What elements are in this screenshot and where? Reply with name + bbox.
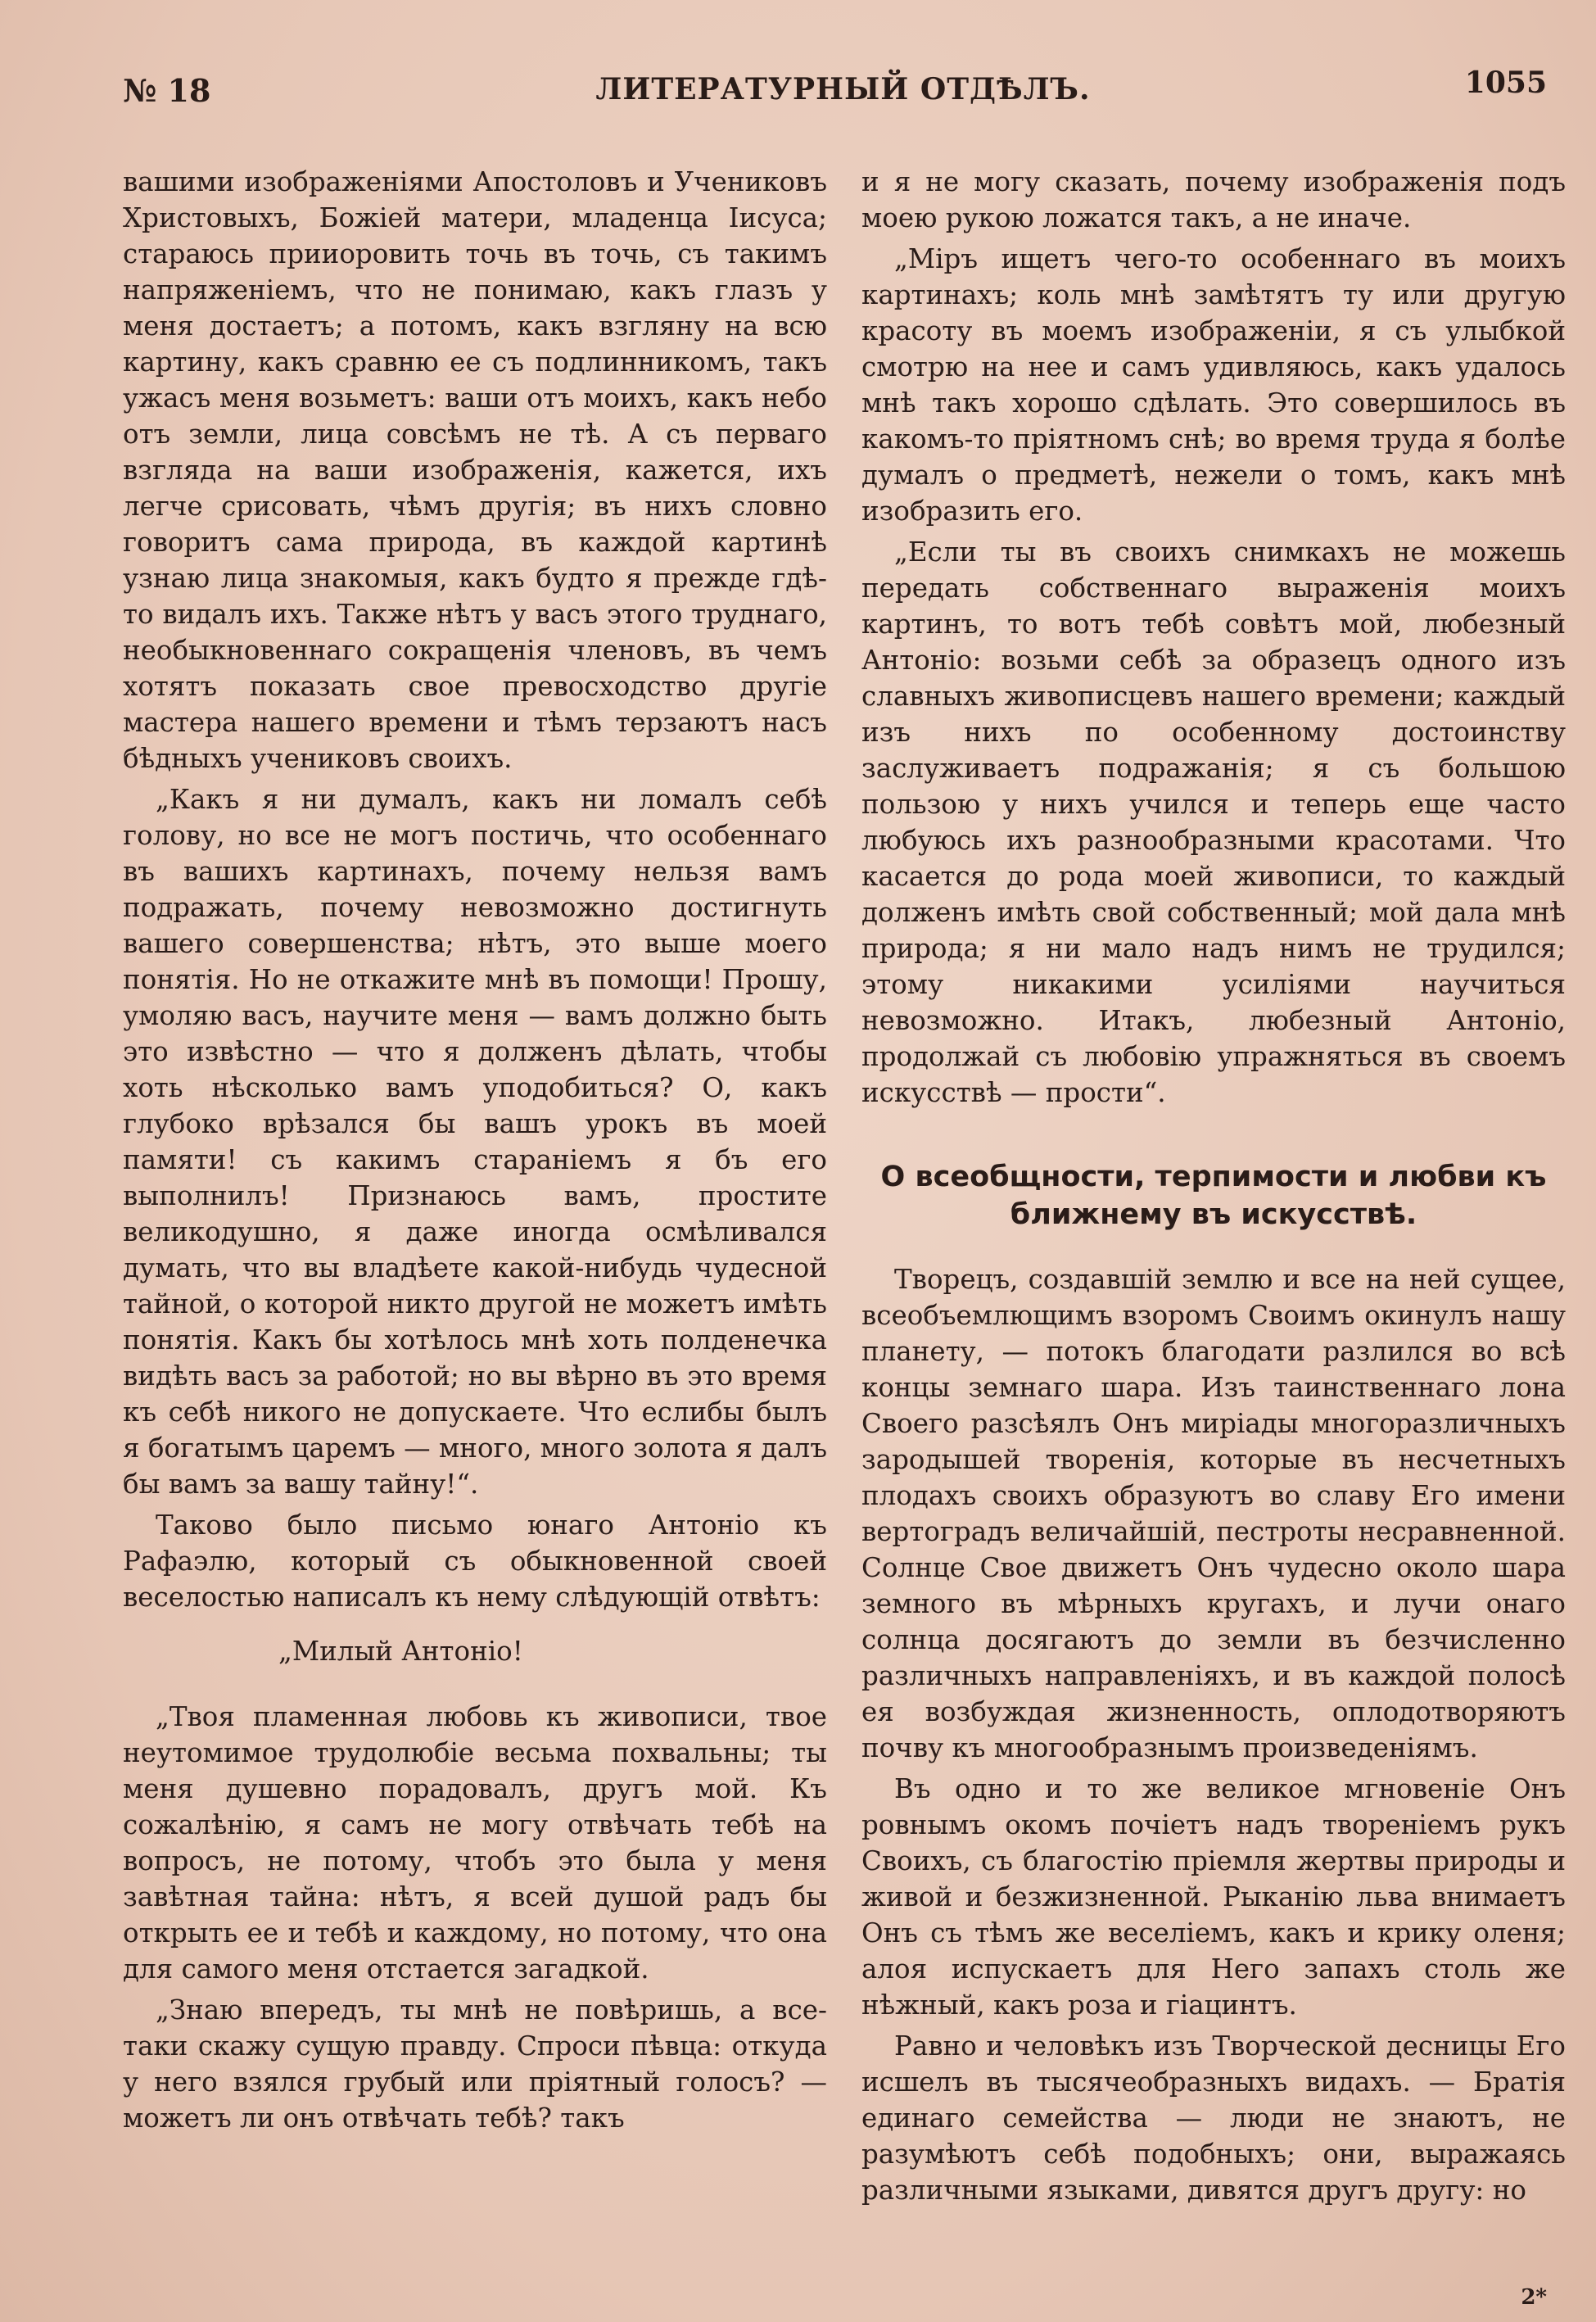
paragraph: „Твоя пламенная любовь къ живописи, твое неутомимое трудолюбіе весьма похвальны; ты меня душевно порадовалъ, другъ мой. Къ сожалѣнію, я самъ не могу отвѣчать тебѣ на вопросъ, не потому, чтобъ это была у меня завѣтная тайна: нѣтъ, я всей душой радъ бы открыть ее и тебѣ и каждому, но потому, что она для самого меня отстается загадкой. [123,1701,827,1985]
paragraph: Таково было письмо юнаго Антоніо къ Рафаэлю, который съ обыкновенной своей веселостью написалъ къ нему слѣдующій отвѣтъ: [123,1510,827,1613]
page-header [123,66,1563,121]
paragraph: „Міръ ищетъ чего-то особеннаго въ моихъ картинахъ; коль мнѣ замѣтятъ ту или другую красоту въ моемъ изображеніи, я съ улыбкой смотрю на нее и самъ удивляюсь, какъ удалось мнѣ такъ хорошо сдѣлать. Это совершилось въ какомъ-то пріятномъ снѣ; во время труда я болѣе думалъ о предметѣ, нежели о томъ, какъ мнѣ изобразить его. [861,243,1566,527]
page-number: 1055 [1464,66,1547,100]
paragraph: Равно и человѣкъ изъ Творческой десницы Его исшелъ въ тысячеобразныхъ видахъ. — Братія единаго семейства — люди не знаютъ, не разумѣютъ себѣ подобныхъ; они, выражаясь различными языками, дивятся другъ другу: но [861,2030,1566,2206]
right-column [861,164,1566,2208]
paragraph: и я не могу сказать, почему изображенія подъ моею рукою ложатся такъ, а не иначе. [861,166,1566,233]
signature-mark: 2* [1521,2285,1547,2310]
letter-salutation: „Милый Антоніо! [278,1636,523,1667]
paragraph: вашими изображеніями Апостоловъ и Учениковъ Христовыхъ, Божіей матери, младенца Іисуса; стараюсь прииоровить точь въ точь, съ такимъ напряженіемъ, что не понимаю, какъ глазъ у меня достаетъ; а потомъ, какъ взгляну на всю картину, какъ сравню ее съ подлинникомъ, такъ ужасъ меня возьметъ: ваши отъ моихъ, какъ небо отъ земли, лица совсѣмъ не тѣ. А съ перваго взгляда на ваши изображенія, кажется, ихъ легче срисовать, чѣмъ другія; въ нихъ словно говоритъ сама природа, въ каждой картинѣ узнаю лица знакомыя, какъ будто я прежде гдѣ-то видалъ ихъ. Также нѣтъ у васъ этого труднаго, необыкновеннаго сокращенія членовъ, въ чемъ хотятъ показать свое превосходство другіе мастера нашего времени и тѣмъ терзаютъ насъ бѣдныхъ учениковъ своихъ. [123,166,827,774]
left-column [123,164,827,2136]
issue-number: № 18 [123,72,211,109]
paragraph: Въ одно и то же великое мгновеніе Онъ ровнымъ окомъ почіетъ надъ твореніемъ рукъ Своихъ, съ благостію пріемля жертвы природы и живой и безжизненной. Рыканію льва внимаетъ Онъ съ тѣмъ же веселіемъ, какъ и крику оленя; алоя испускаетъ для Него запахъ столь же нѣжный, какъ роза и гіацинтъ. [861,1773,1566,2021]
section-header-title: ЛИТЕРАТУРНЫЙ ОТДѢЛЪ. [595,72,1091,106]
paragraph: „Если ты въ своихъ снимкахъ не можешь передать собственнаго выраженія моихъ картинъ, то вотъ тебѣ совѣтъ мой, любезный Антоніо: возьми себѣ за образецъ одного изъ славныхъ живописцевъ нашего времени; каждый изъ нихъ по особенному достоинству заслуживаетъ подражанія; я съ большою пользою у нихъ учился и теперь еще часто любуюсь ихъ разнообразными красотами. Что касается до рода моей живописи, то каждый долженъ имѣть свой собственный; мой дала мнѣ природа; я ни мало надъ нимъ не трудился; этому никакими усиліями научиться невозможно. Итакъ, любезный Антоніо, продолжай съ любовію упражняться въ своемъ искусствѣ — прости“. [861,536,1566,1108]
paragraph: Творецъ, создавшій землю и все на ней сущее, всеобъемлющимъ взоромъ Своимъ окинулъ нашу планету, — потокъ благодати разлился во всѣ концы земнаго шара. Изъ таинственнаго лона Своего разсѣялъ Онъ миріады многоразличныхъ зародышей творенія, которые въ несчетныхъ плодахъ своихъ образуютъ во славу Его имени вертоградъ величайшій, пестроты несравненной. Солнце Свое движетъ Онъ чудесно около шара земного въ мѣрныхъ кругахъ, и лучи онаго солнца досягаютъ до земли въ безчисленно различныхъ направленіяхъ, и въ каждой полосѣ ея возбуждая жизненность, оплодотворяютъ почву къ многообразнымъ произведеніямъ. [861,1264,1566,1763]
section-heading: О всеобщности, терпимости и любви къ ближнему въ искусствѣ. [880,1161,1547,1231]
paragraph: „Знаю впередъ, ты мнѣ не повѣришь, а все-таки скажу сущую правду. Спроси пѣвца: откуда у него взялся грубый или пріятный голосъ? — можетъ ли онъ отвѣчать тебѣ? такъ [123,1994,827,2134]
paragraph: „Какъ я ни думалъ, какъ ни ломалъ себѣ голову, но все не могъ постичь, что особеннаго въ вашихъ картинахъ, почему нельзя вамъ подражать, почему невозможно достигнуть вашего совершенства; нѣтъ, это выше моего понятія. Но не откажите мнѣ въ помощи! Прошу, умоляю васъ, научите меня — вамъ должно быть это извѣстно — что я долженъ дѣлать, чтобы хоть нѣсколько вамъ уподобиться? О, какъ глубоко врѣзался бы вашъ урокъ въ моей памяти! съ какимъ стараніемъ я бъ его выполнилъ! Признаюсь вамъ, простите великодушно, я даже иногда осмѣливался думать, что вы владѣете какой-нибудь чудесной тайной, о которой никто другой не можетъ имѣть понятія. Какъ бы хотѣлось мнѣ хоть полденечка видѣть васъ за работой; но вы вѣрно въ это время къ себѣ никого не допускаете. Что еслибы былъ я богатымъ царемъ — много, много золота я далъ бы вамъ за вашу тайну!“. [123,784,827,1500]
